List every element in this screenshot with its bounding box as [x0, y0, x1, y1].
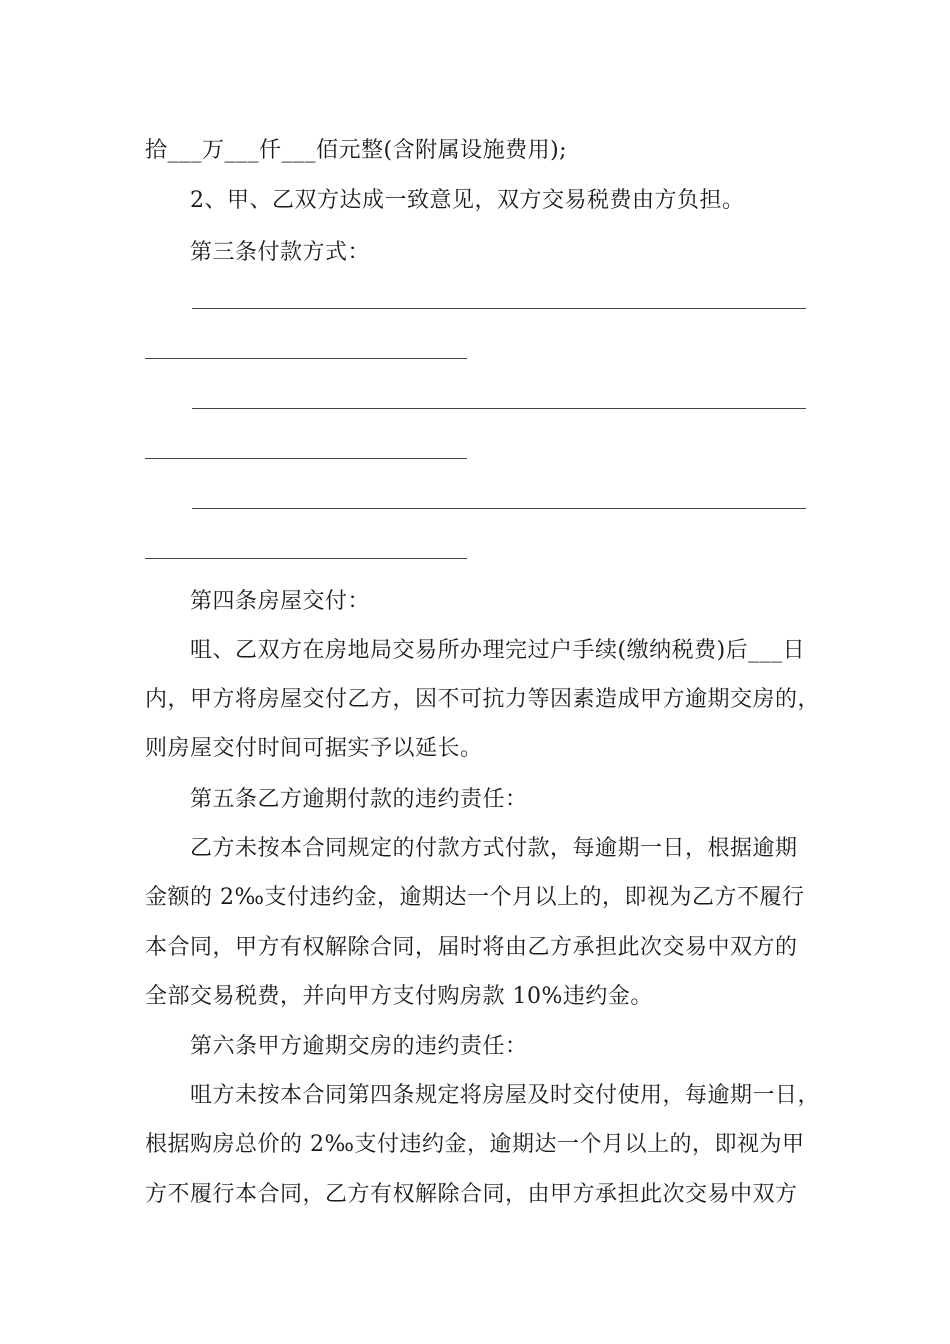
clause-2-tax: 2、甲、乙双方达成一致意见，双方交易税费由方负担。	[190, 188, 745, 213]
payment-blank-line-1a	[192, 308, 806, 309]
article-3-heading: 第三条付款方式：	[190, 240, 371, 265]
payment-blank-line-2b	[145, 458, 467, 459]
article-4-heading: 第四条房屋交付：	[190, 589, 371, 614]
article-5-text-3: 本合同，甲方有权解除合同，届时将由乙方承担此次交易中双方的	[145, 935, 798, 960]
article-4-text-3: 则房屋交付时间可据实予以延长。	[145, 736, 483, 761]
payment-blank-line-3a	[192, 508, 806, 509]
article-5-heading: 第五条乙方逾期付款的违约责任：	[190, 787, 528, 812]
article-5-text-4: 全部交易税费，并向甲方支付购房款 10%违约金。	[145, 984, 653, 1009]
article-6-heading: 第六条甲方逾期交房的违约责任：	[190, 1034, 528, 1059]
payment-blank-line-2a	[192, 408, 806, 409]
price-words-line: 拾___万___仟___佰元整(含附属设施费用);	[145, 138, 568, 163]
article-4-text-1: 咀、乙双方在房地局交易所办理完过户手续(缴纳税费)后___日	[190, 638, 806, 663]
article-6-text-3: 方不履行本合同，乙方有权解除合同，由甲方承担此次交易中双方	[145, 1182, 798, 1207]
payment-blank-line-3b	[145, 558, 467, 559]
payment-blank-line-1b	[145, 358, 467, 359]
article-6-text-1: 咀方未按本合同第四条规定将房屋及时交付使用，每逾期一日，	[190, 1083, 821, 1108]
article-4-text-2: 内，甲方将房屋交付乙方，因不可抗力等因素造成甲方逾期交房的，	[145, 687, 821, 712]
article-5-text-2: 金额的 2‰支付违约金，逾期达一个月以上的，即视为乙方不履行	[145, 885, 805, 910]
article-5-text-1: 乙方未按本合同规定的付款方式付款，每逾期一日，根据逾期	[190, 836, 798, 861]
article-6-text-2: 根据购房总价的 2‰支付违约金，逾期达一个月以上的，即视为甲	[145, 1132, 805, 1157]
